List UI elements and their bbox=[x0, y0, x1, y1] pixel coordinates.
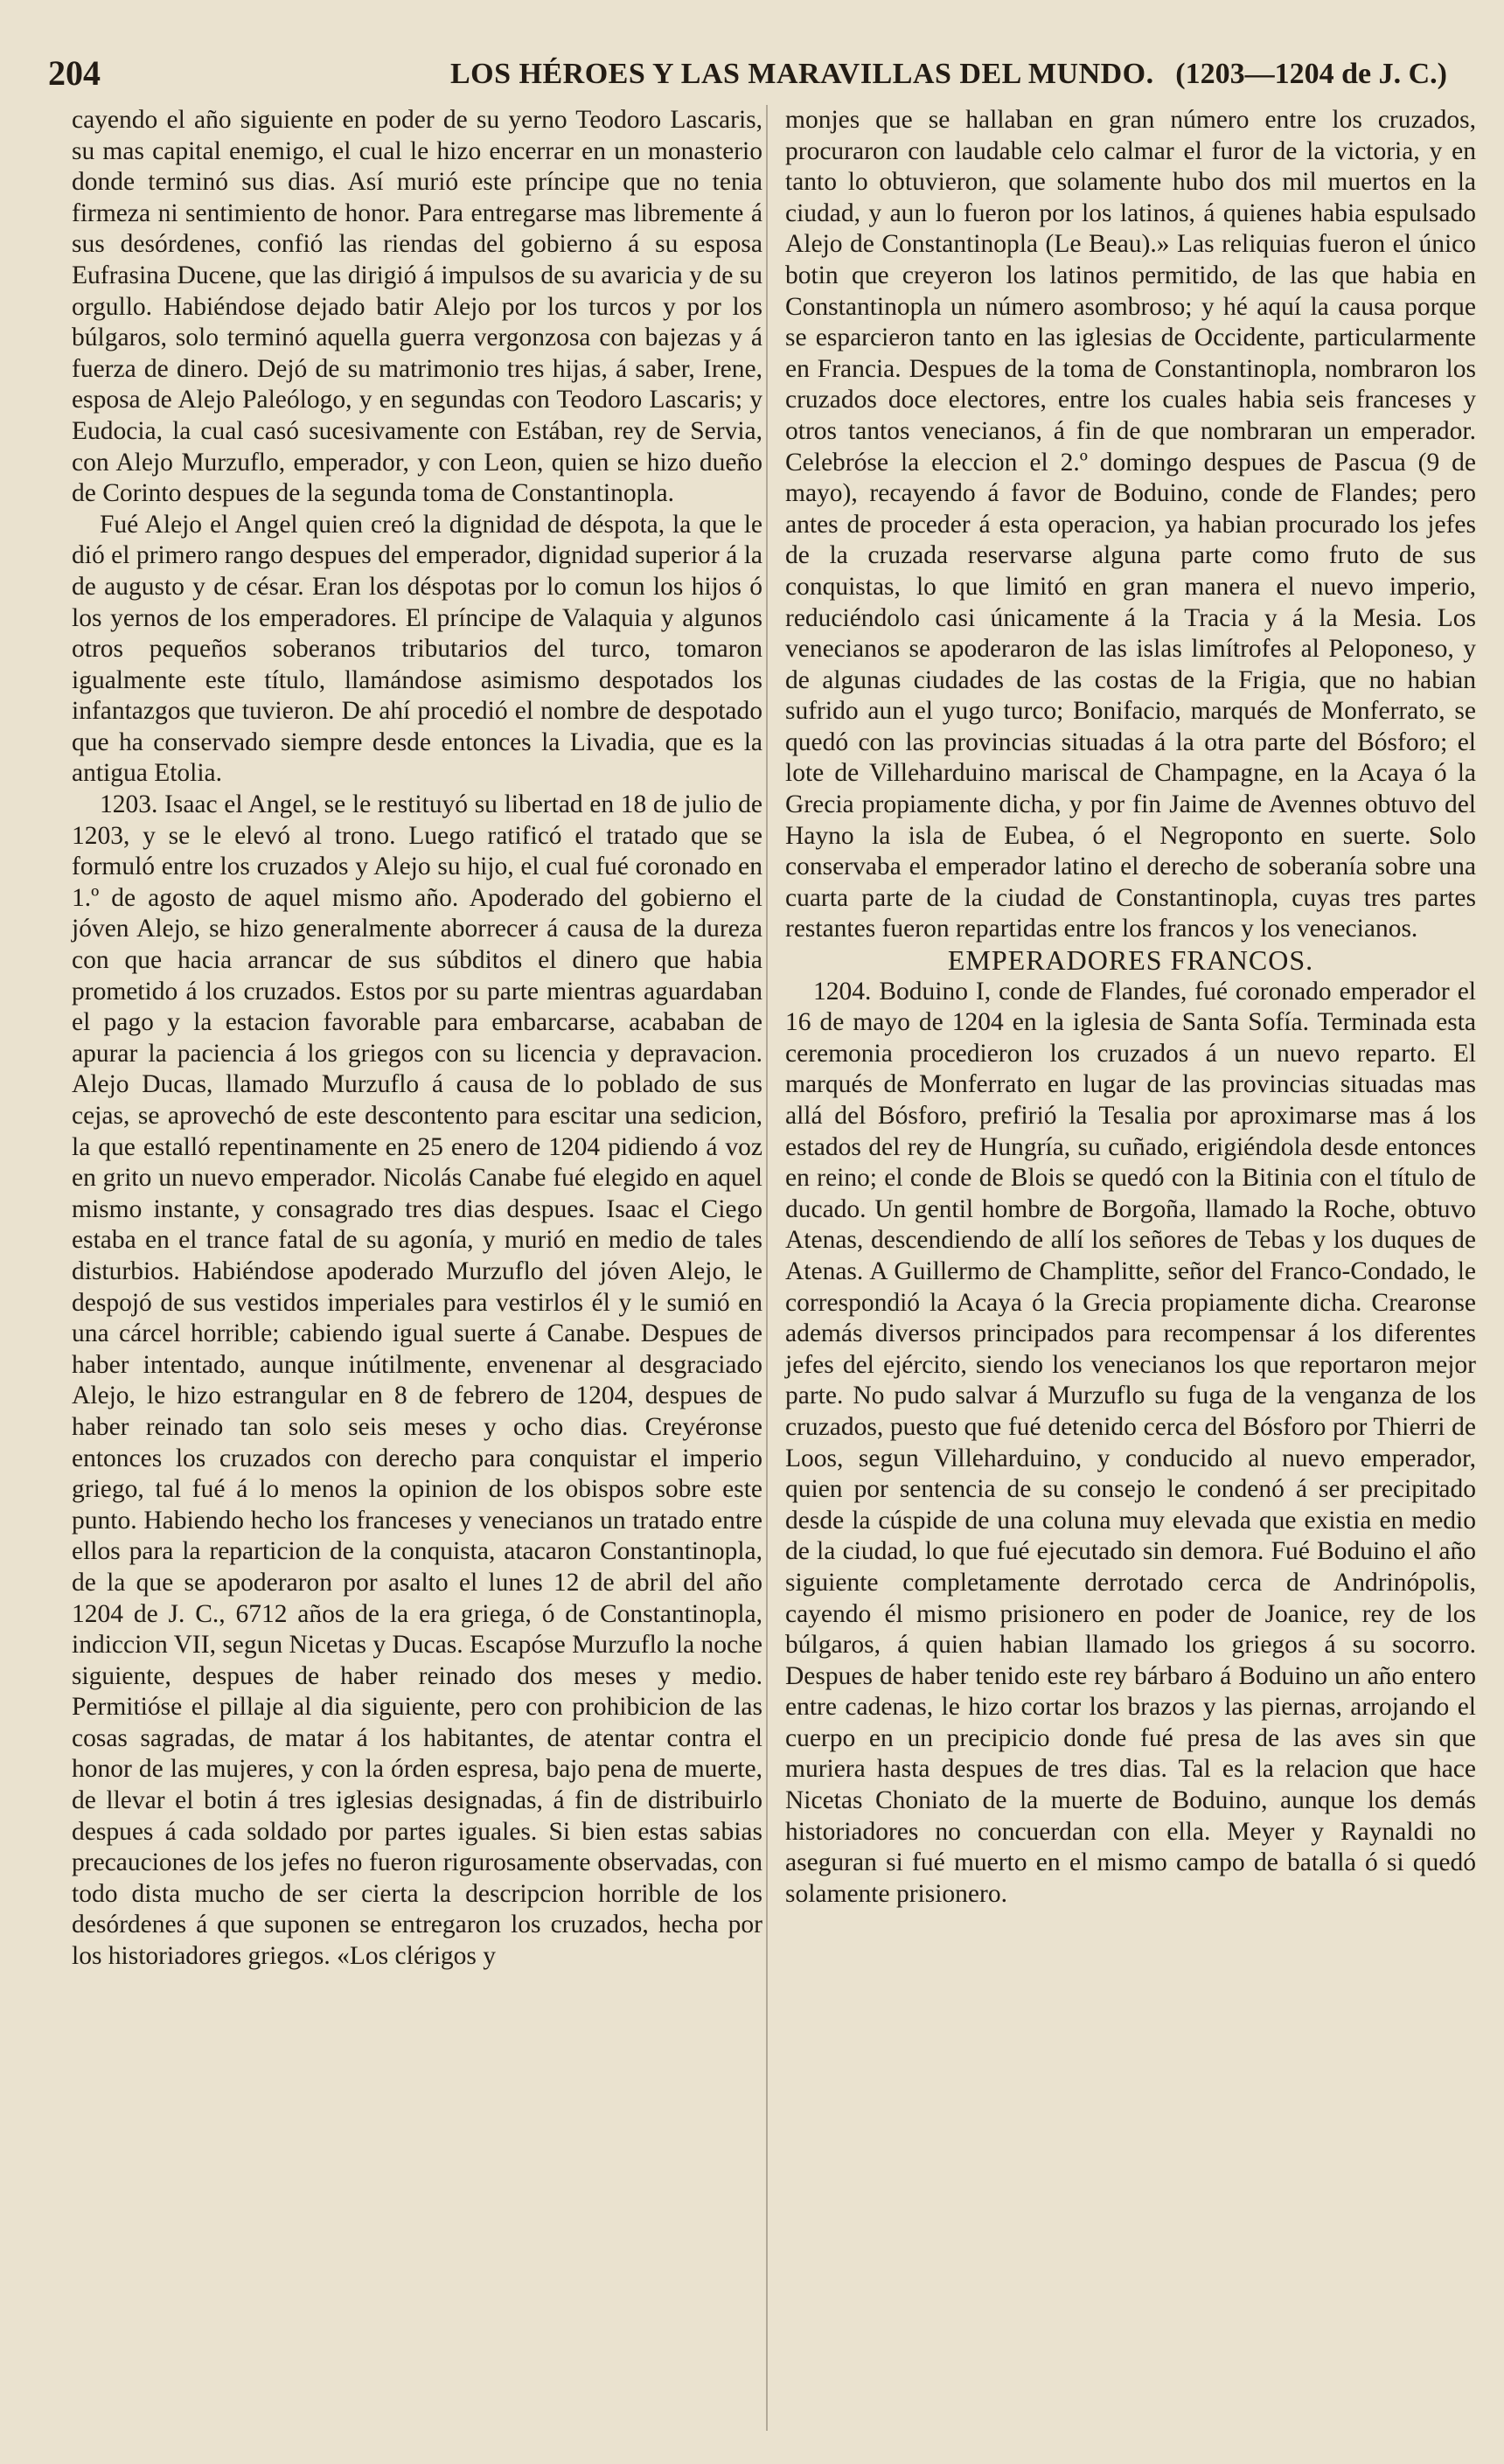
paragraph: monjes que se hallaban en gran número entre los cruzados, procuraron con laudable celo calmar el furor de la victoria, y en tanto lo obtuvieron, que solamente hubo dos mil muertos en la ciudad, y aun lo fueron por los latinos, á quienes habia espulsado Alejo de Constantinopla (Le Beau).» Las reliquias fueron el único botin que creyeron los latinos permitido, de las que habia en Constantinopla un número asombroso; y hé aquí la causa porque se esparcieron tanto en las iglesias de Occidente, particularmente en Francia. Despues de la toma de Constantinopla, nombraron los cruzados doce electores, entre los cuales habia seis franceses y otros tantos venecianos, á fin de que nombraran un emperador. Celebróse la eleccion el 2.º domingo despues de Pascua (9 de mayo), recayendo á favor de Boduino, conde de Flandes; pero antes de proceder á esta operacion, ya habian procurado los jefes de la cruzada reservarse alguna parte como fruto de sus conquistas, lo que limitó en gran manera el nuevo imperio, reduciéndolo casi únicamente á la Tracia y á la Mesia. Los venecianos se apoderaron de las islas limítrofes al Peloponeso, y de algunas ciudades de las costas de la Frigia, que no habian sufrido aun el yugo turco; Bonifacio, marqués de Monferrato, se quedó con las provincias situadas á la otra parte del Bósforo; el lote de Villeharduino mariscal de Champagne, en la Acaya ó la Grecia propiamente dicha, y por fin Jaime de Avennes obtuvo del Hayno la isla de Eubea, ó el Negroponto en suerte. Solo conservaba el emperador latino el derecho de soberanía sobre una cuarta parte de la ciudad de Constantinopla, cuyas tres partes restantes fueron repartidas entre los francos y los venecianos. bbox=[785, 106, 1476, 943]
column-divider bbox=[766, 105, 768, 2431]
running-title: LOS HÉROES Y LAS MARAVILLAS DEL MUNDO. bbox=[450, 58, 1154, 90]
section-heading: EMPERADORES FRANCOS. bbox=[947, 944, 1314, 977]
paragraph: cayendo el año siguiente en poder de su yerno Teodoro Lascaris, su mas capital enemigo, el cual le hizo encerrar en un monasterio donde terminó sus dias. Así murió este príncipe que no tenia firmeza ni sentimiento de honor. Para entregarse mas libremente á sus desórdenes, confió las riendas del gobierno á su esposa Eufrasina Ducene, que las dirigió á impulsos de su avaricia y de su orgullo. Habiéndose dejado batir Alejo por los turcos y por los búlgaros, solo terminó aquella guerra vergonzosa con bajezas y á fuerza de dinero. Dejó de su matrimonio tres hijas, á saber, Irene, esposa de Alejo Paleólogo, y en segundas con Teodoro Lascaris; y Eudocia, la cual casó sucesivamente con Estában, rey de Servia, con Alejo Murzuflo, emperador, y con Leon, quien se hizo dueño de Corinto despues de la segunda toma de Constantinopla. bbox=[72, 106, 762, 508]
page-number: 204 bbox=[48, 53, 101, 93]
date-range: (1203—1204 de J. C.) bbox=[1175, 58, 1447, 90]
paragraph: 1204. Boduino I, conde de Flandes, fué coronado emperador el 16 de mayo de 1204 en la iglesia de Santa Sofía. Terminada esta ceremonia procedieron los cruzados á un nuevo reparto. El marqués de Monferrato en lugar de las provincias situadas mas allá del Bósforo, prefirió la Tesalia por aproximarse mas á los estados del rey de Hungría, su cuñado, erigiéndola desde entonces en reino; el conde de Blois se quedó con la Bitinia con el título de ducado. Un gentil hombre de Borgoña, llamado la Roche, obtuvo Atenas, descendiendo de allí los señores de Tebas y los duques de Atenas. A Guillermo de Champlitte, señor del Franco-Condado, le correspondió la Acaya ó la Grecia propiamente dicha. Crearonse además diversos principados para recompensar á los diferentes jefes del ejército, siendo los venecianos los que reportaron mejor parte. No pudo salvar á Murzuflo su fuga de la venganza de los cruzados, puesto que fué detenido cerca del Bósforo por Thierri de Loos, segun Villeharduino, y conducido al nuevo emperador, quien por sentencia de su consejo le condenó á ser precipitado desde la cúspide de una coluna muy elevada que existia en medio de la ciudad, lo que fué ejecutado sin demora. Fué Boduino el año siguiente completamente derrotado cerca de Andrinópolis, cayendo él mismo prisionero en poder de Joanice, rey de los búlgaros, á quien habian llamado los griegos á su socorro. Despues de haber tenido este rey bárbaro á Boduino un año entero entre cadenas, le hizo cortar los brazos y las piernas, arrojando el cuerpo en un precipicio donde fué presa de las aves sin que muriera hasta despues de tres dias. Tal es la relacion que hace Nicetas Choniato de la muerte de Boduino, aunque los demás historiadores no concuerdan con ella. Meyer y Raynaldi no aseguran si fué muerto en el mismo campo de batalla ó si quedó solamente prisionero. bbox=[785, 977, 1476, 1908]
running-header bbox=[48, 52, 1447, 96]
paragraph: 1203. Isaac el Angel, se le restituyó su libertad en 18 de julio de 1203, y se le elevó al trono. Luego ratificó el tratado que se formuló entre los cruzados y Alejo su hijo, el cual fué coronado en 1.º de agosto de aquel mismo año. Apoderado del gobierno el jóven Alejo, se hizo generalmente aborrecer á causa de la dureza con que hacia arrancar de sus súbditos el dinero que habia prometido á los cruzados. Estos por su parte mientras aguardaban el pago y la estacion favorable para embarcarse, acababan de apurar la paciencia á los griegos con su licencia y depravacion. Alejo Ducas, llamado Murzuflo á causa de lo poblado de sus cejas, se aprovechó de este descontento para escitar una sedicion, la que estalló repentinamente en 25 enero de 1204 pidiendo á voz en grito un nuevo emperador. Nicolás Canabe fué elegido en aquel mismo instante, y consagrado tres dias despues. Isaac el Ciego estaba en el trance fatal de su agonía, y murió en medio de tales disturbios. Habiéndose apoderado Murzuflo del jóven Alejo, le despojó de sus vestidos imperiales para vestirlos él y le sumió en una cárcel horrible; cabiendo igual suerte á Canabe. Despues de haber intentado, aunque inútilmente, envenenar al desgraciado Alejo, le hizo estrangular en 8 de febrero de 1204, despues de haber reinado tan solo seis meses y ocho dias. Creyéronse entonces los cruzados con derecho para conquistar el imperio griego, tal fué á lo menos la opinion de los obispos sobre este punto. Habiendo hecho los franceses y venecianos un tratado entre ellos para la reparticion de la conquista, atacaron Constantinopla, de la que se apoderaron por asalto el lunes 12 de abril del año 1204 de J. C., 6712 años de la era griega, ó de Constantinopla, indiccion VII, segun Nicetas y Ducas. Escapóse Murzuflo la noche siguiente, despues de haber reinado dos meses y medio. Permitióse el pillaje al dia siguiente, pero con prohibicion de las cosas sagradas, de matar á los habitantes, de atentar contra el honor de las mujeres, y con la órden espresa, bajo pena de muerte, de llevar el botin á tres iglesias designadas, á fin de distribuirlo despues á cada soldado por partes iguales. Si bien estas sabias precauciones de los jefes no fueron rigurosamente observadas, con todo dista mucho de ser cierta la descripcion horrible de los desórdenes á que suponen se entregaron los cruzados, hecha por los historiadores griegos. «Los clérigos y bbox=[72, 790, 762, 1971]
right-column bbox=[785, 105, 1476, 1910]
paragraph: Fué Alejo el Angel quien creó la dignidad de déspota, la que le dió el primero rango despues del emperador, dignidad superior á la de augusto y de césar. Eran los déspotas por lo comun los hijos ó los yernos de los emperadores. El príncipe de Valaquia y algunos otros pequeños soberanos tributarios del turco, tomaron igualmente este título, llamándose asimismo despotados los infantazgos que tuvieron. De ahí procedió el nombre de despotado que ha conservado siempre desde entonces la Livadia, que es la antigua Etolia. bbox=[72, 510, 762, 788]
left-column bbox=[72, 105, 762, 1973]
